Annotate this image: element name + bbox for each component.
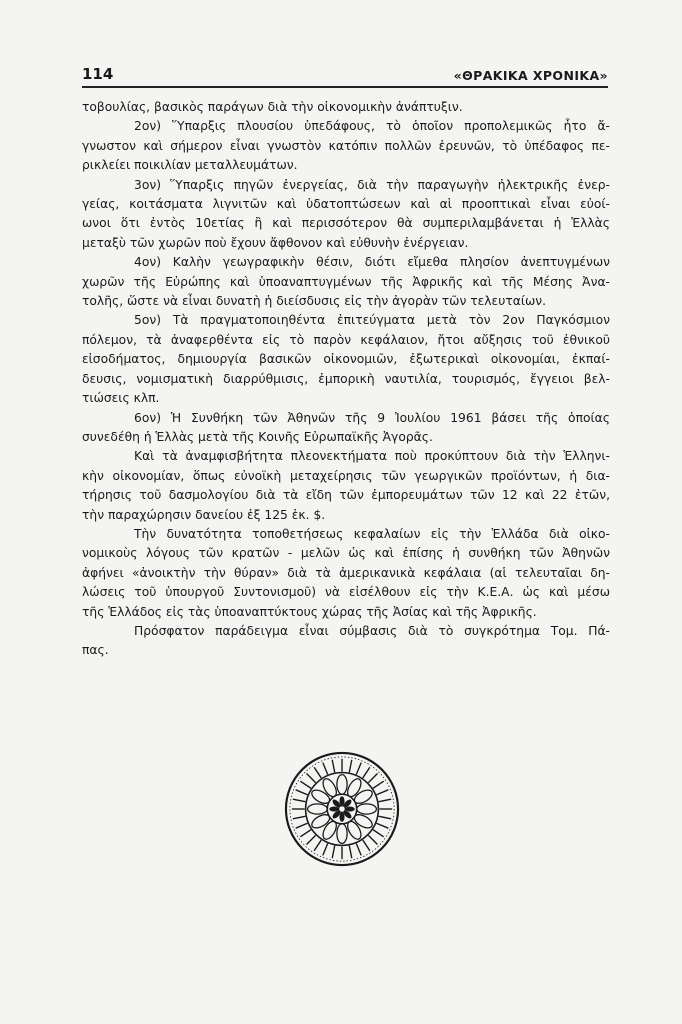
- text-line: τιώσεις κλπ.: [82, 391, 160, 406]
- text-line: 2ον) Ὕπαρξις πλουσίου ὑπεδάφους, τὸ ὁποῖον προπολεμικῶς ἦτο ἄ-: [134, 119, 610, 134]
- text-line: ἀφήνει «ἀνοικτὴν τὴν θύραν» διὰ τὰ ἀμερικανικὰ κεφάλαια (αἱ τελευταῖαι δη-: [82, 565, 610, 580]
- text-line: τὴν παραχώρησιν δανείου ἐξ 125 ἑκ. $.: [82, 507, 326, 522]
- text-line: 4ον) Καλὴν γεωγραφικὴν θέσιν, διότι εἴμεθα πλησίον ἀνεπτυγμένων: [134, 255, 610, 270]
- text-line: τοβουλίας, βασικὸς παράγων διὰ τὴν οἰκονομικὴν ἀνάπτυξιν.: [82, 100, 463, 114]
- text-line: 6ον) Ἡ Συνθήκη τῶν Ἀθηνῶν τῆς 9 Ἰουλίου 1961 βάσει τῆς ὁποίας: [134, 410, 610, 425]
- body-text: [82, 98, 610, 661]
- text-line: κὴν οἰκονομίαν, ὅπως εὐνοϊκὴ μεταχείρησις τῶν γεωργικῶν προϊόντων, ἡ δια-: [82, 468, 610, 483]
- text-line: ρικλείει ποικιλίαν μεταλλευμάτων.: [82, 158, 298, 173]
- text-line: τήρησις τοῦ δασμολογίου διὰ τὰ εἴδη τῶν ἐμπορευμάτων τῶν 12 καὶ 22 ἐτῶν,: [82, 488, 610, 503]
- text-line: συνεδέθη ἡ Ἑλλὰς μετὰ τῆς Κοινῆς Εὐρωπαϊκῆς Ἀγορᾶς.: [82, 429, 433, 444]
- page-number: 114: [82, 65, 114, 83]
- text-line: Καὶ τὰ ἀναμφισβήτητα πλεονεκτήματα ποὺ προκύπτουν διὰ τὴν Ἑλληνι-: [134, 449, 610, 464]
- text-line: πας.: [82, 643, 109, 658]
- text-line: νομικοὺς λόγους τῶν κρατῶν - μελῶν ὡς καὶ ἐπίσης ἡ συνθήκη τῶν Ἀθηνῶν: [82, 546, 610, 561]
- text-line: 5ον) Τὰ πραγματοποιηθέντα ἐπιτεύγματα μετὰ τὸν 2ον Παγκόσμιον: [134, 313, 610, 328]
- text-line: Πρόσφατον παράδειγμα εἶναι σύμβασις διὰ τὸ συγκρότημα Τομ. Πά-: [134, 623, 610, 638]
- text-line: Τὴν δυνατότητα τοποθετήσεως κεφαλαίων εἰς τὴν Ἑλλάδα διὰ οἰκο-: [134, 526, 610, 541]
- text-line: δευσις, νομισματικὴ διαρρύθμισις, ἐμπορικὴ ναυτιλία, τουρισμός, ἔγγειοι βελ-: [82, 371, 610, 386]
- text-line: μεταξὺ τῶν χωρῶν ποὺ ἔχουν ἄφθονον καὶ εὐθυνὴν ἐνέργειαν.: [82, 235, 469, 250]
- text-line: τολῆς, ὥστε νὰ εἶναι δυνατὴ ἡ διείσδυσις εἰς τὴν ἀγορὰν τῶν τελευταίων.: [82, 294, 547, 309]
- text-line: 3ον) Ὕπαρξις πηγῶν ἐνεργείας, διὰ τὴν παραγωγὴν ἠλεκτρικῆς ἐνερ-: [134, 177, 610, 192]
- text-line: ωνοι ὅτι ἐντὸς 10ετίας ἢ καὶ περισσότερον θὰ συμπεριλαμβάνεται ἡ Ἑλλὰς: [82, 216, 610, 231]
- text-line: πόλεμον, τὰ ἀναφερθέντα εἰς τὸ παρὸν κεφάλαιον, ἤτοι αὔξησις τοῦ ἐθνικοῦ: [82, 332, 610, 347]
- page-header: [82, 64, 608, 88]
- running-title: «ΘΡΑΚΙΚΑ ΧΡΟΝΙΚΑ»: [453, 68, 608, 83]
- text-line: γείας, κοιτάσματα λιγνιτῶν καὶ ὑδατοπτώσεων καὶ αἱ προοπτικαὶ εἶναι εὐοί-: [82, 197, 610, 212]
- text-line: εἰσοδήματος, δημιουργία βασικῶν οἰκονομιῶν, ἐξωτερικαὶ οἰκονομίαι, ἐκπαί-: [82, 352, 610, 367]
- text-line: γνωστον καὶ σήμερον εἶναι γνωστὸν κατόπιν πολλῶν ἐρευνῶν, τὸ ὑπέδαφος πε-: [82, 138, 610, 153]
- text-line: λώσεις τοῦ ὑπουργοῦ Συντονισμοῦ) νὰ εἰσέλθουν εἰς τὴν Κ.Ε.Α. ὡς καὶ μέσω: [82, 585, 610, 600]
- text-line: τῆς Ἑλλάδος εἰς τὰς ὑποαναπτύκτους χώρας τῆς Ἀσίας καὶ τῆς Ἀφρικῆς.: [82, 604, 537, 619]
- circular-floral-rosette-icon: [283, 750, 401, 868]
- text-line: χωρῶν τῆς Εὐρώπης καὶ ὑποαναπτυγμένων τῆς Ἀφρικῆς καὶ τῆς Μέσης Ἀνα-: [82, 274, 610, 289]
